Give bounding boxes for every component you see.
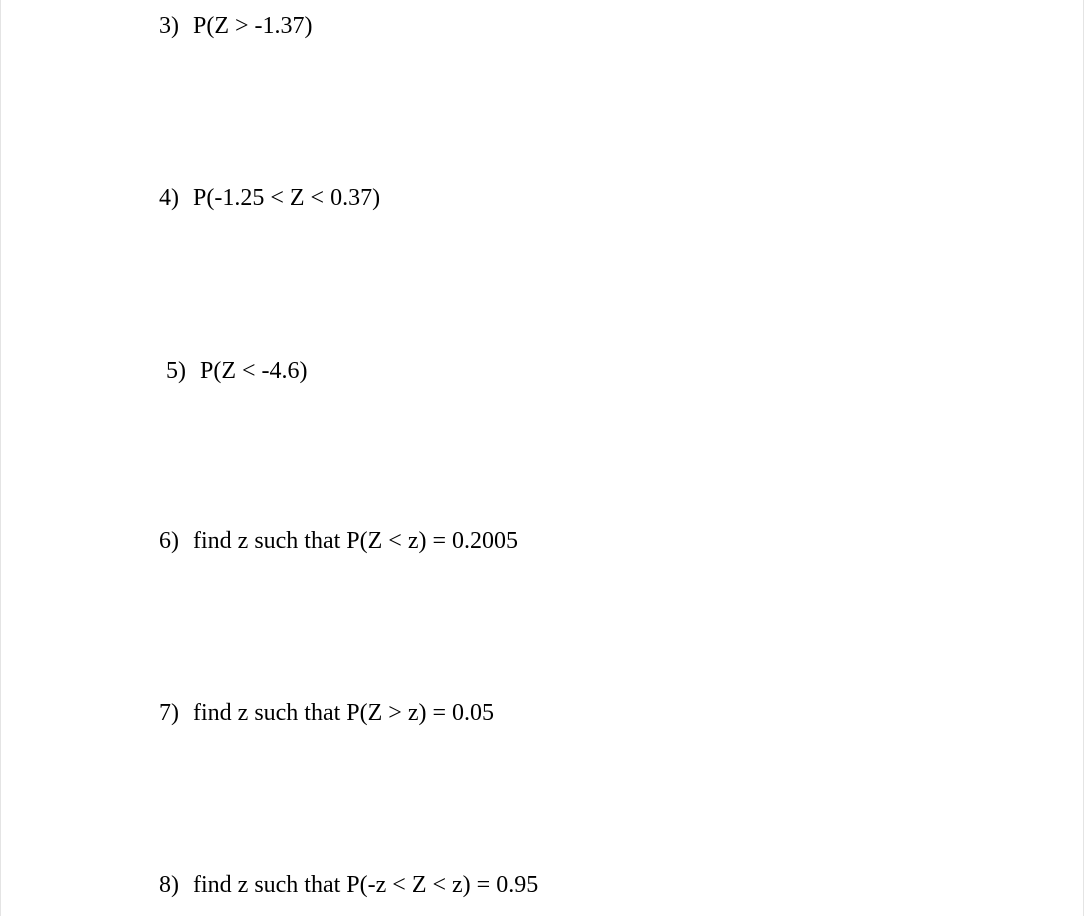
problem-text: find z such that P(Z > z) = 0.05 [193,700,495,726]
problem-text: P(Z > -1.37) [193,13,313,39]
problem-3 [159,12,313,40]
problem-number: 6) [159,528,179,554]
problem-number: 8) [159,872,179,898]
problem-4 [159,184,380,212]
problem-5 [166,357,308,385]
problem-number: 7) [159,700,179,726]
problem-number: 4) [159,185,179,211]
problem-text: P(-1.25 < Z < 0.37) [193,185,381,211]
problem-number: 5) [166,358,186,384]
problem-7 [159,699,494,727]
problem-text: P(Z < -4.6) [200,358,308,384]
problem-text: find z such that P(Z < z) = 0.2005 [193,528,519,554]
problem-6 [159,527,518,555]
problem-text: find z such that P(-z < Z < z) = 0.95 [193,872,539,898]
problem-number: 3) [159,13,179,39]
problem-8 [159,871,538,899]
